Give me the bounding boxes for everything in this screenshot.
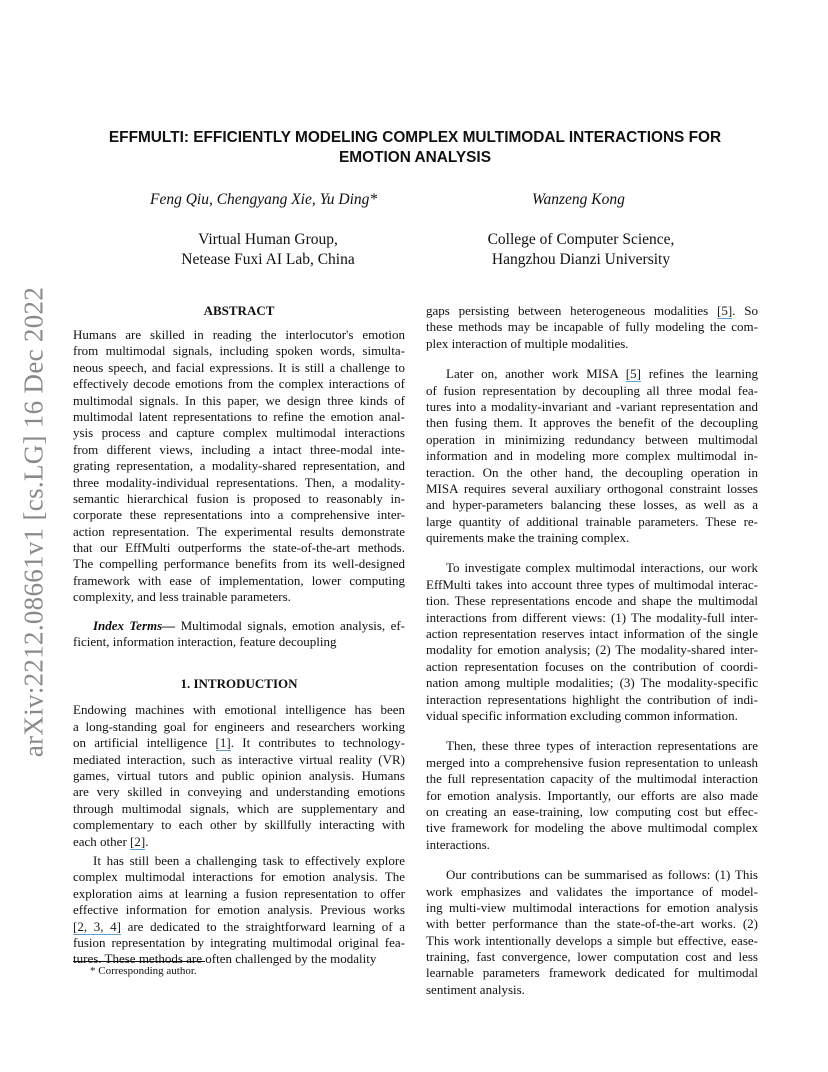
text-line: nation among multiple modalities; (3) The modality-specific (426, 675, 758, 691)
text-line: MISA requires several auxiliary orthogonal constraint losses (426, 480, 758, 496)
text-line: framework with ease of implementation, lower computing (73, 572, 405, 588)
text-line: complexity, and less trainable parameters. (73, 589, 291, 605)
citation-link[interactable]: [2] (130, 833, 146, 849)
text-line: fusion representation by integrating multimodal original fea- (73, 934, 405, 950)
authors-right: Wanzeng Kong (532, 191, 625, 208)
affiliation-line: Hangzhou Dianzi University (491, 251, 671, 268)
text-line: tures into a modality-invariant and -variant representation and (426, 398, 758, 414)
text-line: a long-standing goal for engineers and researchers working (73, 718, 405, 734)
text-line: Then, these three types of interaction representations are (446, 738, 758, 754)
text-line: these methods may be incapable of fully modeling the com- (426, 319, 758, 335)
intro-paragraph-2 (73, 853, 405, 968)
text-span: on artificial intelligence (73, 735, 216, 751)
text-line: for emotion analysis. Importantly, our efforts are also made (426, 787, 758, 803)
text-line: multimodal latent representations to refine the emotion anal- (73, 408, 405, 424)
text-span: Later on, another work MISA (446, 366, 626, 382)
arxiv-sidebar (18, 282, 49, 762)
right-paragraph-1 (426, 366, 758, 546)
text-line (426, 366, 758, 382)
text-line: The compelling performance benefits from its well-designed (73, 556, 405, 572)
text-line: that our EffMulti outperforms the state-of-the-art methods. (73, 540, 405, 556)
text-line: work emphasizes and validates the importance of model- (426, 883, 758, 899)
arxiv-id: arXiv:2212.08661v1 [cs.LG] 16 Dec 2022 (18, 286, 49, 758)
text-line: are very skilled in conveying and understanding emotions (73, 784, 405, 800)
text-line: multimodal signals. In this paper, we design three kinds of (73, 392, 405, 408)
text-line: large quantity of additional trainable parameters. These re- (426, 513, 758, 529)
text-line: ysis process and capture complex multimodal interactions (73, 425, 405, 441)
text-line: on creating an ease-training, low computing cost but effec- (426, 803, 758, 819)
text-line: operation in minimizing redundancy between multimodal (426, 431, 758, 447)
text-line: interaction representations highlight the contribution of indi- (426, 691, 758, 707)
text-line: exploration aims at learning a fusion representation to offer (73, 885, 405, 901)
affiliation-right (478, 230, 684, 270)
title-line: EFFMULTI: EFFICIENTLY MODELING COMPLEX MULTIMODAL INTERACTIONS FOR (108, 129, 722, 146)
text-line: action representation reserves intact information of the single (426, 626, 758, 642)
right-paragraph-4 (426, 867, 758, 998)
text-line: training, fast convergence, lower computation cost and less (426, 949, 758, 965)
text-line: effectively decode emotions from the complex interactions of (73, 376, 405, 392)
text-line: quirements make the training complex. (426, 530, 630, 546)
text-line: action representation focuses on the contribution of coordi- (426, 658, 758, 674)
index-terms (73, 618, 405, 651)
citation-link[interactable]: [5] (717, 303, 733, 318)
text-line: plex interaction of multiple modalities. (426, 335, 629, 351)
text-line: effective information for emotion analysis. Previous works (73, 902, 405, 918)
text-line: interactions from different views: (1) The modality-full inter- (426, 609, 758, 625)
text-line: with better performance than the state-of-the-art works. (2) (426, 916, 758, 932)
text-line: corporate these representations into a comprehensive inter- (73, 507, 405, 523)
text-line: mediated interaction, such as interactive virtual reality (VR) (73, 751, 405, 767)
text-line (73, 834, 405, 850)
text-line: Our contributions can be summarised as follows: (1) This (446, 867, 758, 883)
text-line: games, virtual tutors and public opinion analysis. Humans (73, 767, 405, 783)
text-span: . So (732, 303, 759, 318)
text-span: are dedicated to the straightforward learning of a (120, 918, 405, 934)
footnote-rule (73, 961, 205, 962)
text-line (426, 303, 758, 319)
left-column (73, 303, 405, 968)
text-line: neous speech, and facial expressions. It is still a challenge to (73, 359, 405, 375)
text-line: complementary to each other by skillfully interacting with (73, 817, 405, 833)
paper-title (60, 128, 770, 168)
text-line: Endowing machines with emotional intelligence has been (73, 702, 405, 718)
authors-left: Feng Qiu, Chengyang Xie, Yu Ding* (150, 191, 378, 208)
affiliation-line: Virtual Human Group, (198, 231, 338, 248)
abstract-body (73, 327, 405, 606)
index-terms-label: Index Terms— (93, 617, 176, 633)
index-terms-text: ficient, information interaction, feature decoupling (73, 634, 337, 650)
right-column (426, 303, 758, 1012)
text-line: grating representation, a modality-shared representation, and (73, 458, 405, 474)
citation-link[interactable]: [2, 3, 4] (73, 918, 121, 934)
text-line: tures. These methods are often challenged by the modality (73, 951, 377, 967)
text-line: teraction. On the other hand, the decoupling operation in (426, 464, 758, 480)
text-line: It has still been a challenging task to effectively explore (93, 852, 405, 868)
text-line (73, 735, 405, 751)
text-line: through multimodal signals, which are supplementary and (73, 800, 405, 816)
right-paragraph-0 (426, 303, 758, 352)
text-line: of fusion representation by decoupling all three modal fea- (426, 382, 758, 398)
text-line: interactions. (426, 836, 490, 852)
affiliation-line: Netease Fuxi AI Lab, China (181, 251, 355, 268)
text-span: gaps persisting between heterogeneous modalities (426, 303, 718, 318)
citation-link[interactable]: [5] (625, 366, 641, 382)
text-line: ing multi-view multimodal interactions for emotion analysis (426, 899, 758, 915)
text-line: semantic hierarchical fusion is proposed to reasonably in- (73, 490, 405, 506)
citation-link[interactable]: [1] (215, 735, 231, 751)
text-line (73, 919, 405, 935)
text-span: refines the learning (640, 366, 758, 382)
text-line: vidual specific information excluding common information. (426, 707, 738, 723)
abstract-heading: ABSTRACT (203, 303, 275, 318)
text-line: complex multimodal interactions for emotion analysis. The (73, 869, 405, 885)
right-paragraph-2 (426, 560, 758, 724)
text-line: information and in modeling more complex multimodal in- (426, 448, 758, 464)
text-line: the full representation capacity of the multimodal interaction (426, 771, 758, 787)
title-line: EMOTION ANALYSIS (339, 149, 491, 166)
text-span: . It contributes to technology- (230, 735, 405, 751)
text-line: Humans are skilled in reading the interlocutor's emotion (73, 327, 405, 342)
text-line: This work intentionally develops a simple but effective, ease- (426, 932, 758, 948)
affiliation-left (176, 230, 360, 270)
text-span: each other (73, 833, 131, 849)
text-line: then fusing them. It approves the benefit of the decoupling (426, 415, 758, 431)
text-line: action representation. The experimental results demonstrate (73, 523, 405, 539)
intro-paragraph-1 (73, 702, 405, 850)
text-line: and hyper-parameters balancing these losses, as well as a (426, 497, 758, 513)
text-line: sentiment analysis. (426, 981, 525, 997)
text-line: learnable parameters framework dedicated for multimodal (426, 965, 758, 981)
affiliation-line: College of Computer Science, (487, 231, 675, 248)
footnote: * Corresponding author. (90, 965, 197, 977)
text-line: merged into a comprehensive fusion representation to unleash (426, 754, 758, 770)
intro-heading: 1. INTRODUCTION (180, 676, 298, 692)
text-line: To investigate complex multimodal interactions, our work (446, 560, 758, 576)
text-line: from multimodal signals, including spoken words, simulta- (73, 343, 405, 359)
index-terms-text: Multimodal signals, emotion analysis, ef- (175, 617, 405, 633)
text-line: from different views, including a intact three-modal inte- (73, 441, 405, 457)
text-line: three modality-individual representations. Then, a modality- (73, 474, 405, 490)
text-line: EffMulti takes into account three types of multimodal interac- (426, 576, 758, 592)
text-line: tive framework for modeling the above multimodal complex (426, 820, 758, 836)
text-line: tion. These representations encode and shape the multimodal (426, 593, 758, 609)
right-paragraph-3 (426, 738, 758, 853)
text-span: . (145, 833, 149, 849)
text-line: modality for emotion analysis; (2) The modality-shared inter- (426, 642, 758, 658)
